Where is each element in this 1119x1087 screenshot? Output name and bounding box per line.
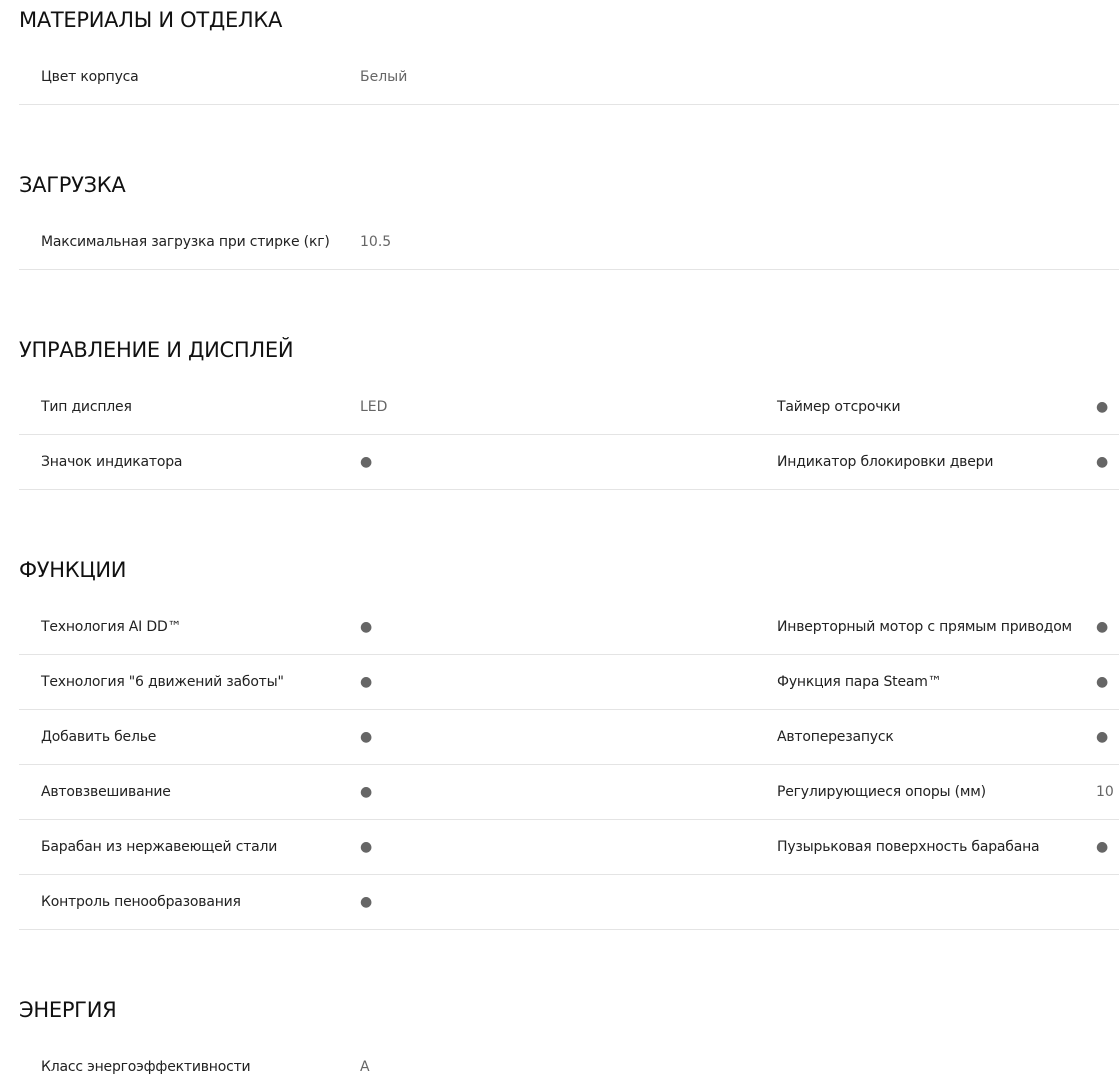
spec-label: Класс энергоэффективности [41, 1059, 251, 1075]
spec-rows [19, 215, 1119, 270]
spec-value: ● [360, 674, 373, 690]
spec-row [19, 710, 1119, 765]
spec-label: Регулирующиеся опоры (мм) [777, 784, 986, 800]
spec-label: Значок индикатора [41, 454, 183, 470]
spec-value: ● [1096, 399, 1109, 415]
spec-label: Функция пара Steam™ [777, 674, 942, 690]
spec-label: Автоперезапуск [777, 729, 894, 745]
spec-row [19, 875, 1119, 930]
spec-value: 10.5 [360, 234, 392, 250]
spec-label: Цвет корпуса [41, 69, 139, 85]
spec-label: Технология AI DD™ [41, 619, 182, 635]
section-title: ЭНЕРГИЯ [19, 998, 117, 1022]
spec-value: ● [360, 619, 373, 635]
spec-label: Инверторный мотор с прямым приводом [777, 619, 1072, 635]
spec-value: ● [1096, 674, 1109, 690]
spec-label: Индикатор блокировки двери [777, 454, 994, 470]
spec-value: ● [1096, 454, 1109, 470]
spec-value: A [360, 1059, 370, 1075]
spec-row [19, 655, 1119, 710]
spec-value: ● [360, 729, 373, 745]
spec-value: ● [360, 784, 373, 800]
spec-value: ● [1096, 839, 1109, 855]
spec-row [19, 820, 1119, 875]
spec-value: ● [1096, 729, 1109, 745]
spec-value: ● [360, 454, 373, 470]
spec-value: LED [360, 399, 388, 415]
spec-label: Контроль пенообразования [41, 894, 241, 910]
spec-label: Автовзвешивание [41, 784, 171, 800]
spec-label: Максимальная загрузка при стирке (кг) [41, 234, 330, 250]
spec-value: 10 [1096, 784, 1114, 800]
spec-row [19, 50, 1119, 105]
section-title: ЗАГРУЗКА [19, 173, 126, 197]
spec-row [19, 765, 1119, 820]
spec-value: ● [360, 839, 373, 855]
spec-rows [19, 380, 1119, 490]
spec-label: Добавить белье [41, 729, 157, 745]
spec-rows [19, 50, 1119, 105]
spec-label: Пузырьковая поверхность барабана [777, 839, 1040, 855]
spec-label: Тип дисплея [41, 399, 132, 415]
spec-row [19, 215, 1119, 270]
spec-row [19, 1040, 1119, 1087]
spec-label: Барабан из нержавеющей стали [41, 839, 278, 855]
spec-row [19, 600, 1119, 655]
spec-row [19, 380, 1119, 435]
spec-row [19, 435, 1119, 490]
section-title: МАТЕРИАЛЫ И ОТДЕЛКА [19, 8, 283, 32]
spec-rows [19, 600, 1119, 930]
spec-value: ● [360, 894, 373, 910]
spec-label: Таймер отсрочки [777, 399, 901, 415]
spec-rows [19, 1040, 1119, 1087]
spec-label: Технология "6 движений заботы" [41, 674, 284, 690]
section-title: ФУНКЦИИ [19, 558, 127, 582]
spec-value: ● [1096, 619, 1109, 635]
spec-value: Белый [360, 69, 408, 85]
section-title: УПРАВЛЕНИЕ И ДИСПЛЕЙ [19, 338, 294, 362]
